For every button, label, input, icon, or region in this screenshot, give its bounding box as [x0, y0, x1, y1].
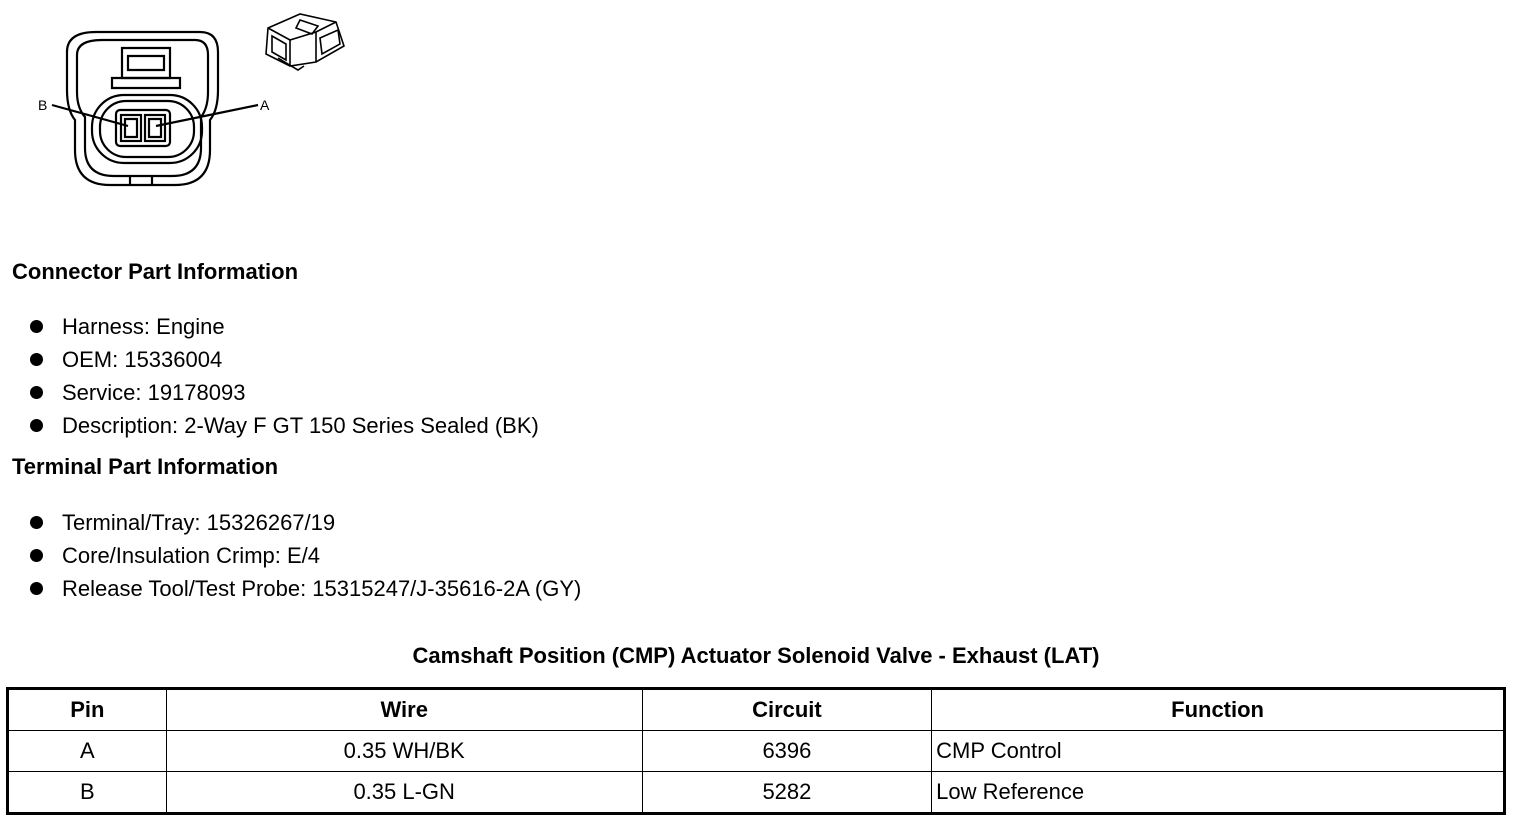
pinout-table-caption: Camshaft Position (CMP) Actuator Solenoid Valve - Exhaust (LAT): [412, 643, 1100, 668]
connector-part-info-heading: Connector Part Information: [12, 259, 299, 284]
pin-label-b: B: [38, 97, 48, 113]
bullet-icon: [30, 516, 43, 529]
list-item: Description: 2-Way F GT 150 Series Sealed (BK): [30, 409, 539, 442]
connector-diagram: [0, 0, 400, 210]
list-item: Service: 19178093: [30, 376, 539, 409]
bullet-icon: [30, 419, 43, 432]
list-item: Terminal/Tray: 15326267/19: [30, 506, 581, 539]
table-row: [8, 731, 1505, 772]
cell-wire: 0.35 L-GN: [166, 772, 642, 814]
table-row: [8, 772, 1505, 814]
cell-function: Low Reference: [932, 772, 1505, 814]
bullet-icon: [30, 582, 43, 595]
header-circuit: Circuit: [642, 689, 931, 731]
terminal-part-info-heading: Terminal Part Information: [12, 454, 279, 479]
cell-wire: 0.35 WH/BK: [166, 731, 642, 772]
list-item: Harness: Engine: [30, 310, 539, 343]
bullet-icon: [30, 549, 43, 562]
header-wire: Wire: [166, 689, 642, 731]
table-header-row: [8, 689, 1505, 731]
cell-function: CMP Control: [932, 731, 1505, 772]
cell-pin: A: [8, 731, 167, 772]
bullet-icon: [30, 320, 43, 333]
connector-iso-view: [266, 14, 344, 70]
list-item: Release Tool/Test Probe: 15315247/J-35616-2A (GY): [30, 572, 581, 605]
bullet-icon: [30, 386, 43, 399]
cell-pin: B: [8, 772, 167, 814]
list-item: Core/Insulation Crimp: E/4: [30, 539, 581, 572]
header-pin: Pin: [8, 689, 167, 731]
connector-part-info-list: [30, 310, 539, 442]
terminal-part-info-list: [30, 506, 581, 605]
bullet-icon: [30, 353, 43, 366]
pin-label-a: A: [260, 97, 270, 113]
list-item: OEM: 15336004: [30, 343, 539, 376]
cell-circuit: 6396: [642, 731, 931, 772]
pinout-table: [6, 687, 1506, 815]
cell-circuit: 5282: [642, 772, 931, 814]
header-function: Function: [932, 689, 1505, 731]
